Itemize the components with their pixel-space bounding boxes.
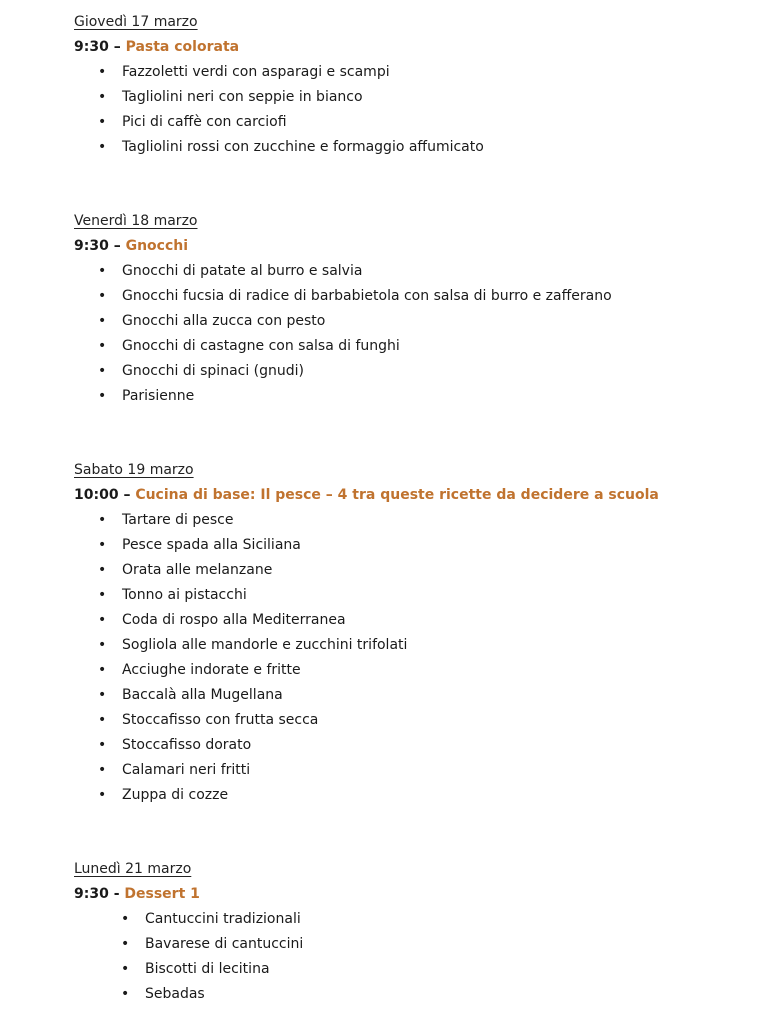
list-item bbox=[74, 334, 612, 359]
list-item bbox=[74, 558, 659, 583]
list-item bbox=[74, 60, 484, 85]
list-item bbox=[74, 758, 659, 783]
list-item bbox=[74, 982, 303, 1007]
list-item-text: Tartare di pesce bbox=[122, 512, 234, 528]
bullet-icon: • bbox=[121, 961, 130, 977]
list-item bbox=[74, 783, 659, 808]
day-section-sabato bbox=[74, 458, 659, 808]
list-item-text: Acciughe indorate e fritte bbox=[122, 662, 301, 678]
bullet-icon: • bbox=[98, 114, 107, 130]
bullet-icon: • bbox=[98, 263, 107, 279]
bullet-icon: • bbox=[98, 537, 107, 553]
bullet-icon: • bbox=[121, 936, 130, 952]
session-time: 9:30 – bbox=[74, 238, 121, 254]
session-title: Pasta colorata bbox=[125, 39, 240, 55]
session-title: Gnocchi bbox=[125, 238, 189, 254]
session-heading bbox=[74, 35, 484, 60]
list-item-text: Gnocchi di spinaci (gnudi) bbox=[122, 363, 305, 379]
list-item-text: Gnocchi di castagne con salsa di funghi bbox=[122, 338, 400, 354]
list-item bbox=[74, 907, 303, 932]
list-item-text: Orata alle melanzane bbox=[122, 562, 273, 578]
list-item bbox=[74, 533, 659, 558]
bullet-icon: • bbox=[98, 388, 107, 404]
bullet-icon: • bbox=[98, 637, 107, 653]
list-item-text: Bavarese di cantuccini bbox=[145, 936, 304, 952]
bullet-icon: • bbox=[98, 587, 107, 603]
bullet-icon: • bbox=[98, 612, 107, 628]
session-heading bbox=[74, 483, 659, 508]
list-item bbox=[74, 658, 659, 683]
list-item-text: Fazzoletti verdi con asparagi e scampi bbox=[122, 64, 390, 80]
bullet-icon: • bbox=[98, 89, 107, 105]
day-date: Giovedì 17 marzo bbox=[74, 14, 198, 30]
bullet-icon: • bbox=[98, 737, 107, 753]
bullet-icon: • bbox=[121, 986, 130, 1002]
list-item-text: Baccalà alla Mugellana bbox=[122, 687, 283, 703]
list-item-text: Tagliolini neri con seppie in bianco bbox=[122, 89, 363, 105]
day-date: Sabato 19 marzo bbox=[74, 462, 194, 478]
list-item bbox=[74, 583, 659, 608]
day-date: Lunedì 21 marzo bbox=[74, 861, 192, 877]
list-item-text: Biscotti di lecitina bbox=[145, 961, 270, 977]
list-item bbox=[74, 110, 484, 135]
list-item bbox=[74, 608, 659, 633]
day-section-giovedi bbox=[74, 10, 484, 160]
list-item-text: Parisienne bbox=[122, 388, 195, 404]
bullet-icon: • bbox=[98, 288, 107, 304]
day-section-venerdi bbox=[74, 209, 612, 409]
list-item-text: Tagliolini rossi con zucchine e formaggio affumicato bbox=[122, 139, 484, 155]
bullet-icon: • bbox=[98, 338, 107, 354]
list-item bbox=[74, 957, 303, 982]
session-title: Dessert 1 bbox=[124, 886, 200, 902]
list-item-text: Sogliola alle mandorle e zucchini trifolati bbox=[122, 637, 408, 653]
bullet-icon: • bbox=[98, 512, 107, 528]
bullet-icon: • bbox=[98, 139, 107, 155]
list-item-text: Zuppa di cozze bbox=[122, 787, 229, 803]
list-item-text: Calamari neri fritti bbox=[122, 762, 251, 778]
day-date: Venerdì 18 marzo bbox=[74, 213, 198, 229]
bullet-icon: • bbox=[98, 64, 107, 80]
bullet-icon: • bbox=[121, 911, 130, 927]
day-section-lunedi bbox=[74, 857, 303, 1007]
bullet-icon: • bbox=[98, 662, 107, 678]
list-item-text: Tonno ai pistacchi bbox=[122, 587, 247, 603]
session-time: 10:00 – bbox=[74, 487, 131, 503]
list-item-text: Gnocchi fucsia di radice di barbabietola con salsa di burro e zafferano bbox=[122, 288, 612, 304]
list-item bbox=[74, 708, 659, 733]
list-item-text: Stoccafisso dorato bbox=[122, 737, 252, 753]
list-item-text: Gnocchi alla zucca con pesto bbox=[122, 313, 326, 329]
session-heading bbox=[74, 882, 303, 907]
recipe-list bbox=[74, 60, 484, 160]
list-item-text: Gnocchi di patate al burro e salvia bbox=[122, 263, 363, 279]
list-item bbox=[74, 384, 612, 409]
bullet-icon: • bbox=[98, 562, 107, 578]
session-title: Cucina di base: Il pesce – 4 tra queste ricette da decidere a scuola bbox=[135, 487, 659, 503]
list-item bbox=[74, 85, 484, 110]
list-item bbox=[74, 733, 659, 758]
list-item-text: Pesce spada alla Siciliana bbox=[122, 537, 301, 553]
session-time: 9:30 – bbox=[74, 39, 121, 55]
bullet-icon: • bbox=[98, 787, 107, 803]
session-heading bbox=[74, 234, 612, 259]
list-item bbox=[74, 309, 612, 334]
list-item bbox=[74, 932, 303, 957]
bullet-icon: • bbox=[98, 363, 107, 379]
list-item-text: Sebadas bbox=[145, 986, 205, 1002]
bullet-icon: • bbox=[98, 687, 107, 703]
list-item-text: Stoccafisso con frutta secca bbox=[122, 712, 319, 728]
list-item-text: Pici di caffè con carciofi bbox=[122, 114, 287, 130]
list-item bbox=[74, 683, 659, 708]
bullet-icon: • bbox=[98, 712, 107, 728]
list-item bbox=[74, 508, 659, 533]
list-item bbox=[74, 259, 612, 284]
list-item-text: Coda di rospo alla Mediterranea bbox=[122, 612, 346, 628]
bullet-icon: • bbox=[98, 762, 107, 778]
bullet-icon: • bbox=[98, 313, 107, 329]
recipe-list bbox=[74, 508, 659, 808]
session-time: 9:30 - bbox=[74, 886, 120, 902]
list-item bbox=[74, 633, 659, 658]
recipe-list bbox=[74, 907, 303, 1007]
list-item bbox=[74, 135, 484, 160]
list-item bbox=[74, 284, 612, 309]
list-item-text: Cantuccini tradizionali bbox=[145, 911, 301, 927]
recipe-list bbox=[74, 259, 612, 409]
list-item bbox=[74, 359, 612, 384]
